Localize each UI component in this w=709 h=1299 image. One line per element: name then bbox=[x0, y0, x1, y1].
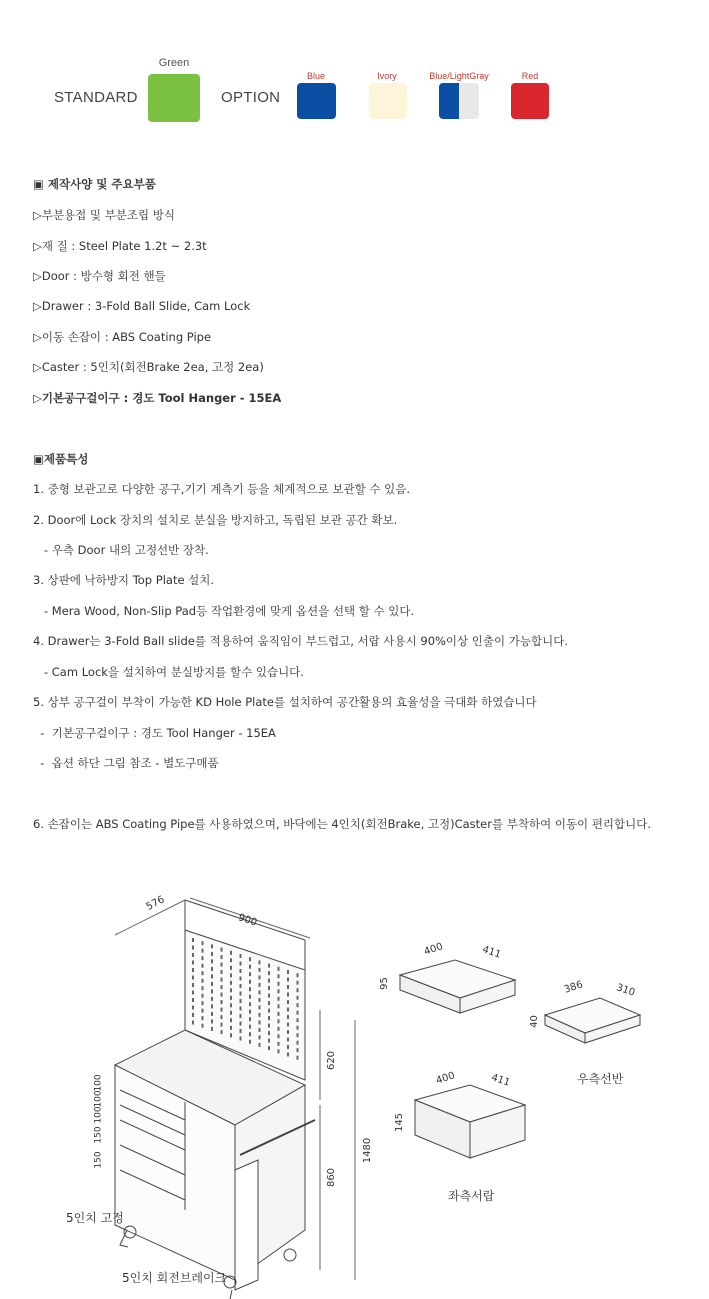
blue-half bbox=[439, 83, 459, 119]
spec-item: ▷이동 손잡이 : ABS Coating Pipe bbox=[33, 330, 212, 344]
feature-line: 1. 중형 보관고로 다양한 공구,기기 계측기 등을 체계적으로 보관할 수 있음. bbox=[33, 482, 410, 496]
peg-hole bbox=[230, 981, 232, 985]
shelf-width: 386 bbox=[562, 979, 585, 996]
feature-line: - 옵션 하단 그림 참조 - 별도구매품 bbox=[33, 756, 219, 770]
peg-hole bbox=[268, 979, 270, 983]
peg-hole bbox=[268, 1046, 270, 1050]
blue-lightgray-label: Blue/LightGray bbox=[429, 71, 489, 81]
caster-brake-label: 5인치 회전브레이크 bbox=[122, 1271, 227, 1285]
peg-hole bbox=[192, 1013, 194, 1017]
caster-fixed-label: 5인치 고정 bbox=[66, 1211, 124, 1225]
shelf-height: 40 bbox=[528, 1015, 540, 1028]
dim-lower-height: 860 bbox=[326, 1167, 338, 1188]
peg-hole bbox=[268, 1016, 270, 1020]
ivory-swatch bbox=[369, 83, 407, 119]
peg-hole bbox=[259, 960, 261, 964]
peg-hole bbox=[259, 1013, 261, 1017]
peg-hole bbox=[278, 1049, 280, 1053]
peg-hole bbox=[230, 966, 232, 970]
peg-hole bbox=[278, 1042, 280, 1046]
peg-hole bbox=[259, 1020, 261, 1024]
peg-hole bbox=[287, 970, 289, 974]
drawer-large-width: 400 bbox=[434, 1070, 457, 1087]
peg-hole bbox=[240, 954, 242, 958]
spec-item: ▷Caster : 5인치(회전Brake 2ea, 고정 2ea) bbox=[33, 360, 264, 374]
peg-hole bbox=[287, 1030, 289, 1034]
dim-drawer-100: 100 bbox=[93, 1090, 104, 1108]
peg-hole bbox=[211, 1019, 213, 1023]
peg-hole bbox=[240, 969, 242, 973]
peg-hole bbox=[211, 1027, 213, 1031]
dim-depth: 576 bbox=[144, 894, 167, 913]
peg-hole bbox=[230, 988, 232, 992]
peg-hole bbox=[287, 1053, 289, 1057]
ivory-label: Ivory bbox=[377, 71, 397, 81]
peg-hole bbox=[240, 1007, 242, 1011]
peg-hole bbox=[297, 988, 299, 992]
peg-hole bbox=[211, 982, 213, 986]
peg-hole bbox=[278, 982, 280, 986]
peg-hole bbox=[297, 973, 299, 977]
peg-hole bbox=[249, 972, 251, 976]
peg-hole bbox=[211, 967, 213, 971]
peg-hole bbox=[202, 1016, 204, 1020]
peg-hole bbox=[297, 1041, 299, 1045]
peg-hole bbox=[268, 971, 270, 975]
peg-hole bbox=[202, 949, 204, 953]
peg-hole bbox=[249, 965, 251, 969]
peg-hole bbox=[278, 974, 280, 978]
peg-hole bbox=[240, 1014, 242, 1018]
feature-line: - Mera Wood, Non-Slip Pad등 작업환경에 맞게 옵션을 선택 할 수 있다. bbox=[33, 604, 415, 618]
peg-hole bbox=[259, 1005, 261, 1009]
peg-hole bbox=[202, 1024, 204, 1028]
peg-hole bbox=[240, 992, 242, 996]
peg-hole bbox=[287, 1015, 289, 1019]
peg-hole bbox=[249, 995, 251, 999]
peg-hole bbox=[249, 1002, 251, 1006]
dim-upper-height: 620 bbox=[326, 1050, 338, 1071]
peg-hole bbox=[192, 961, 194, 965]
feature-line: - 우측 Door 내의 고정선반 장착. bbox=[33, 543, 209, 557]
peg-hole bbox=[249, 1032, 251, 1036]
right-shelf-drawing bbox=[545, 998, 640, 1043]
peg-hole bbox=[268, 986, 270, 990]
peg-hole bbox=[249, 1040, 251, 1044]
features-title: ▣제품특성 bbox=[33, 452, 89, 466]
peg-hole bbox=[287, 1023, 289, 1027]
spec-item: ▷재 질 : Steel Plate 1.2t ~ 2.3t bbox=[33, 239, 207, 253]
peg-hole bbox=[230, 1003, 232, 1007]
feature-line: 3. 상판에 낙하방지 Top Plate 설치. bbox=[33, 573, 215, 587]
peg-hole bbox=[268, 1039, 270, 1043]
drawer-small-depth: 411 bbox=[480, 944, 503, 961]
peg-hole bbox=[278, 1034, 280, 1038]
spec-item: ▷부분용접 및 부분조립 방식 bbox=[33, 208, 176, 222]
peg-hole bbox=[240, 977, 242, 981]
peg-hole bbox=[297, 1033, 299, 1037]
peg-hole bbox=[230, 1011, 232, 1015]
feature-line: 6. 손잡이는 ABS Coating Pipe를 사용하였으며, 바닥에는 4인치(회전Brake, 고정)Caster를 부착하여 이동이 편리합니다. bbox=[33, 817, 652, 831]
peg-hole bbox=[249, 957, 251, 961]
red-swatch bbox=[511, 83, 549, 119]
peg-hole bbox=[230, 996, 232, 1000]
peg-hole bbox=[230, 951, 232, 955]
red-label: Red bbox=[521, 71, 539, 81]
peg-hole bbox=[230, 1026, 232, 1030]
peg-hole bbox=[297, 996, 299, 1000]
dim-width: 900 bbox=[236, 912, 259, 929]
peg-hole bbox=[259, 1028, 261, 1032]
peg-hole bbox=[278, 989, 280, 993]
peg-hole bbox=[297, 1003, 299, 1007]
feature-line: 2. Door에 Lock 장치의 설치로 분실을 방지하고, 독립된 보관 공간 확보. bbox=[33, 513, 398, 527]
drawer-small-drawing bbox=[400, 960, 515, 1013]
peg-hole bbox=[259, 990, 261, 994]
green-label: Green bbox=[158, 57, 190, 69]
peg-hole bbox=[249, 1017, 251, 1021]
peg-hole bbox=[287, 993, 289, 997]
dim-drawer-100: 100 bbox=[93, 1074, 104, 1092]
peg-hole bbox=[221, 963, 223, 967]
peg-hole bbox=[221, 978, 223, 982]
peg-hole bbox=[202, 1009, 204, 1013]
spec-item: ▷Drawer : 3-Fold Ball Slide, Cam Lock bbox=[33, 299, 251, 313]
peg-hole bbox=[202, 994, 204, 998]
peg-hole bbox=[259, 1043, 261, 1047]
peg-hole bbox=[221, 948, 223, 952]
peg-hole bbox=[202, 971, 204, 975]
dim-drawer-150: 150 bbox=[93, 1126, 104, 1144]
dim-drawer-100: 100 bbox=[93, 1106, 104, 1124]
peg-hole bbox=[192, 946, 194, 950]
peg-hole bbox=[240, 984, 242, 988]
peg-hole bbox=[240, 999, 242, 1003]
feature-line: 4. Drawer는 3-Fold Ball slide를 적용하여 움직임이 부드럽고, 서랍 사용시 90%이상 인출이 가능합니다. bbox=[33, 634, 568, 648]
peg-hole bbox=[202, 986, 204, 990]
peg-hole bbox=[287, 978, 289, 982]
option-label: OPTION bbox=[221, 89, 281, 106]
peg-hole bbox=[297, 1056, 299, 1060]
peg-hole bbox=[278, 997, 280, 1001]
peg-hole bbox=[221, 1015, 223, 1019]
peg-hole bbox=[297, 981, 299, 985]
peg-hole bbox=[230, 1018, 232, 1022]
peg-hole bbox=[249, 980, 251, 984]
peg-hole bbox=[221, 1023, 223, 1027]
peg-hole bbox=[240, 1022, 242, 1026]
peg-hole bbox=[221, 1008, 223, 1012]
peg-hole bbox=[192, 968, 194, 972]
peg-hole bbox=[278, 1027, 280, 1031]
lightgray-half bbox=[459, 83, 479, 119]
peg-hole bbox=[211, 952, 213, 956]
spec-item-bold: ▷기본공구걸이구 : 경도 Tool Hanger - 15EA bbox=[33, 391, 282, 405]
peg-hole bbox=[297, 1018, 299, 1022]
shelf-depth: 310 bbox=[614, 982, 637, 999]
peg-hole bbox=[278, 1019, 280, 1023]
peg-hole bbox=[240, 1029, 242, 1033]
peg-hole bbox=[202, 979, 204, 983]
peg-hole bbox=[192, 991, 194, 995]
peg-hole bbox=[192, 1021, 194, 1025]
peg-hole bbox=[211, 1004, 213, 1008]
drawer-small-width: 400 bbox=[422, 941, 445, 958]
peg-hole bbox=[278, 1004, 280, 1008]
peg-hole bbox=[211, 944, 213, 948]
spec-title: ▣ 제작사양 및 주요부품 bbox=[33, 177, 156, 191]
peg-hole bbox=[240, 962, 242, 966]
dim-drawer-150: 150 bbox=[93, 1151, 104, 1169]
peg-hole bbox=[211, 959, 213, 963]
peg-hole bbox=[192, 998, 194, 1002]
peg-hole bbox=[297, 1048, 299, 1052]
feature-line: - Cam Lock을 설치하여 분실방지를 할수 있습니다. bbox=[33, 665, 304, 679]
peg-hole bbox=[221, 993, 223, 997]
peg-hole bbox=[287, 985, 289, 989]
drawer-small-height: 95 bbox=[378, 977, 390, 990]
peg-hole bbox=[278, 967, 280, 971]
peg-hole bbox=[221, 985, 223, 989]
peg-hole bbox=[287, 1008, 289, 1012]
blue-label: Blue bbox=[306, 71, 325, 81]
blue-lightgray-swatch bbox=[439, 83, 479, 119]
peg-hole bbox=[259, 983, 261, 987]
peg-hole bbox=[202, 1001, 204, 1005]
feature-line: 5. 상부 공구걸이 부착이 가능한 KD Hole Plate를 설치하여 공간활용의 효율성을 극대화 하였습니다 bbox=[33, 695, 537, 709]
peg-hole bbox=[249, 987, 251, 991]
peg-hole bbox=[192, 953, 194, 957]
peg-hole bbox=[287, 1045, 289, 1049]
right-shelf-label: 우측선반 bbox=[577, 1072, 624, 1086]
drawer-large-height: 145 bbox=[394, 1112, 406, 1133]
peg-hole bbox=[268, 1001, 270, 1005]
dim-total-height: 1480 bbox=[362, 1137, 374, 1164]
peg-hole bbox=[278, 1012, 280, 1016]
peg-hole bbox=[240, 1037, 242, 1041]
peg-hole bbox=[297, 1011, 299, 1015]
peg-hole bbox=[211, 997, 213, 1001]
peg-hole bbox=[230, 973, 232, 977]
peg-hole bbox=[211, 974, 213, 978]
left-drawer-label: 좌측서랍 bbox=[448, 1189, 495, 1203]
peg-hole bbox=[230, 1033, 232, 1037]
peg-hole bbox=[202, 956, 204, 960]
peg-hole bbox=[221, 1000, 223, 1004]
peg-hole bbox=[192, 983, 194, 987]
peg-hole bbox=[268, 964, 270, 968]
peg-hole bbox=[192, 1006, 194, 1010]
peg-hole bbox=[268, 1031, 270, 1035]
peg-hole bbox=[192, 938, 194, 942]
peg-hole bbox=[268, 1024, 270, 1028]
peg-hole bbox=[268, 994, 270, 998]
peg-hole bbox=[287, 1038, 289, 1042]
standard-label: STANDARD bbox=[54, 89, 138, 106]
peg-hole bbox=[249, 1025, 251, 1029]
peg-hole bbox=[259, 968, 261, 972]
peg-hole bbox=[259, 1035, 261, 1039]
peg-hole bbox=[259, 998, 261, 1002]
peg-hole bbox=[287, 1000, 289, 1004]
peg-hole bbox=[249, 1010, 251, 1014]
drawer-large-depth: 411 bbox=[489, 1072, 512, 1089]
peg-hole bbox=[297, 1026, 299, 1030]
peg-hole bbox=[221, 1030, 223, 1034]
peg-hole bbox=[268, 1009, 270, 1013]
spec-item: ▷Door : 방수형 회전 핸들 bbox=[33, 269, 166, 283]
peg-hole bbox=[202, 964, 204, 968]
green-swatch bbox=[148, 74, 200, 122]
peg-hole bbox=[211, 989, 213, 993]
peg-hole bbox=[221, 970, 223, 974]
drawer-large-drawing bbox=[415, 1085, 525, 1158]
peg-hole bbox=[259, 975, 261, 979]
peg-hole bbox=[202, 941, 204, 945]
feature-line: - 기본공구걸이구 : 경도 Tool Hanger - 15EA bbox=[33, 726, 276, 740]
peg-hole bbox=[221, 955, 223, 959]
blue-swatch bbox=[297, 83, 336, 119]
peg-hole bbox=[211, 1012, 213, 1016]
peg-hole bbox=[230, 958, 232, 962]
peg-hole bbox=[192, 976, 194, 980]
